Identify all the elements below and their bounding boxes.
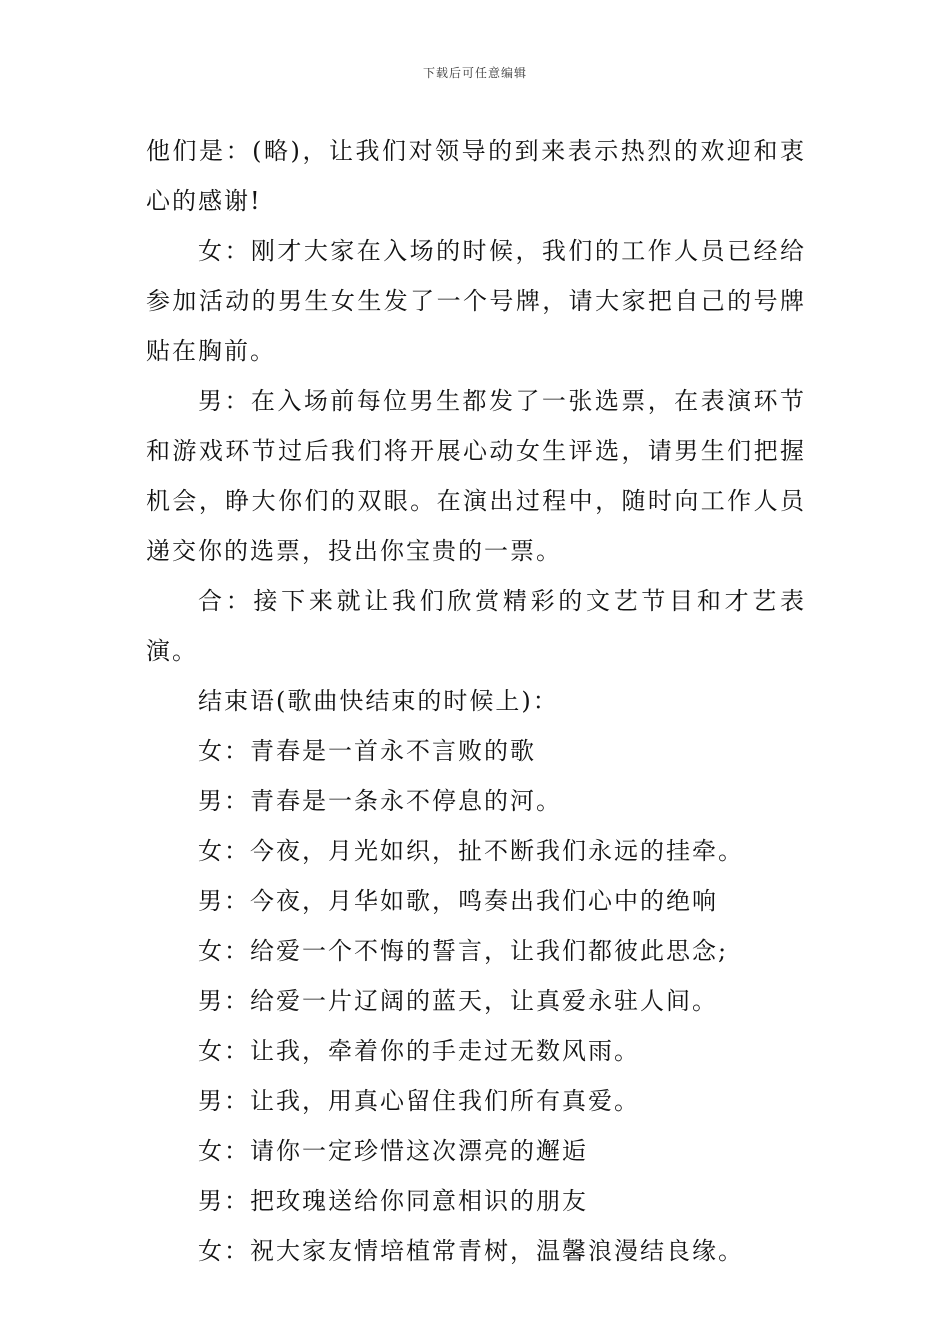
paragraph: 男：在入场前每位男生都发了一张选票，在表演环节和游戏环节过后我们将开展心动女生评选，请男生们把握机会，睁大你们的双眼。在演出过程中，随时向工作人员递交你的选票，投出你宝贵的一票。 <box>146 387 806 565</box>
paragraph: 男：给爱一片辽阔的蓝天，让真爱永驻人间。 <box>198 987 718 1015</box>
paragraph: 他们是：(略)，让我们对领导的到来表示热烈的欢迎和衷心的感谢! <box>146 137 806 215</box>
paragraph: 女：今夜，月光如织，扯不断我们永远的挂牵。 <box>198 837 744 865</box>
paragraph: 结束语(歌曲快结束的时候上)： <box>198 687 559 715</box>
page-header-note: 下载后可任意编辑 <box>422 66 527 80</box>
paragraph: 女：青春是一首永不言败的歌 <box>198 737 536 765</box>
paragraph: 男：让我，用真心留住我们所有真爱。 <box>198 1087 640 1115</box>
paragraph: 合：接下来就让我们欣赏精彩的文艺节目和才艺表演。 <box>146 587 806 665</box>
paragraph: 女：请你一定珍惜这次漂亮的邂逅 <box>198 1137 588 1165</box>
paragraph: 女：给爱一个不悔的誓言，让我们都彼此思念; <box>198 937 729 965</box>
document-body <box>146 126 806 1276</box>
paragraph: 男：把玫瑰送给你同意相识的朋友 <box>198 1187 588 1215</box>
paragraph: 女：祝大家友情培植常青树，温馨浪漫结良缘。 <box>198 1237 744 1265</box>
paragraph: 男：青春是一条永不停息的河。 <box>198 787 562 815</box>
paragraph: 男：今夜，月华如歌，鸣奏出我们心中的绝响 <box>198 887 718 915</box>
paragraph: 女：让我，牵着你的手走过无数风雨。 <box>198 1037 640 1065</box>
paragraph: 女：刚才大家在入场的时候，我们的工作人员已经给参加活动的男生女生发了一个号牌，请大家把自己的号牌贴在胸前。 <box>146 237 806 365</box>
